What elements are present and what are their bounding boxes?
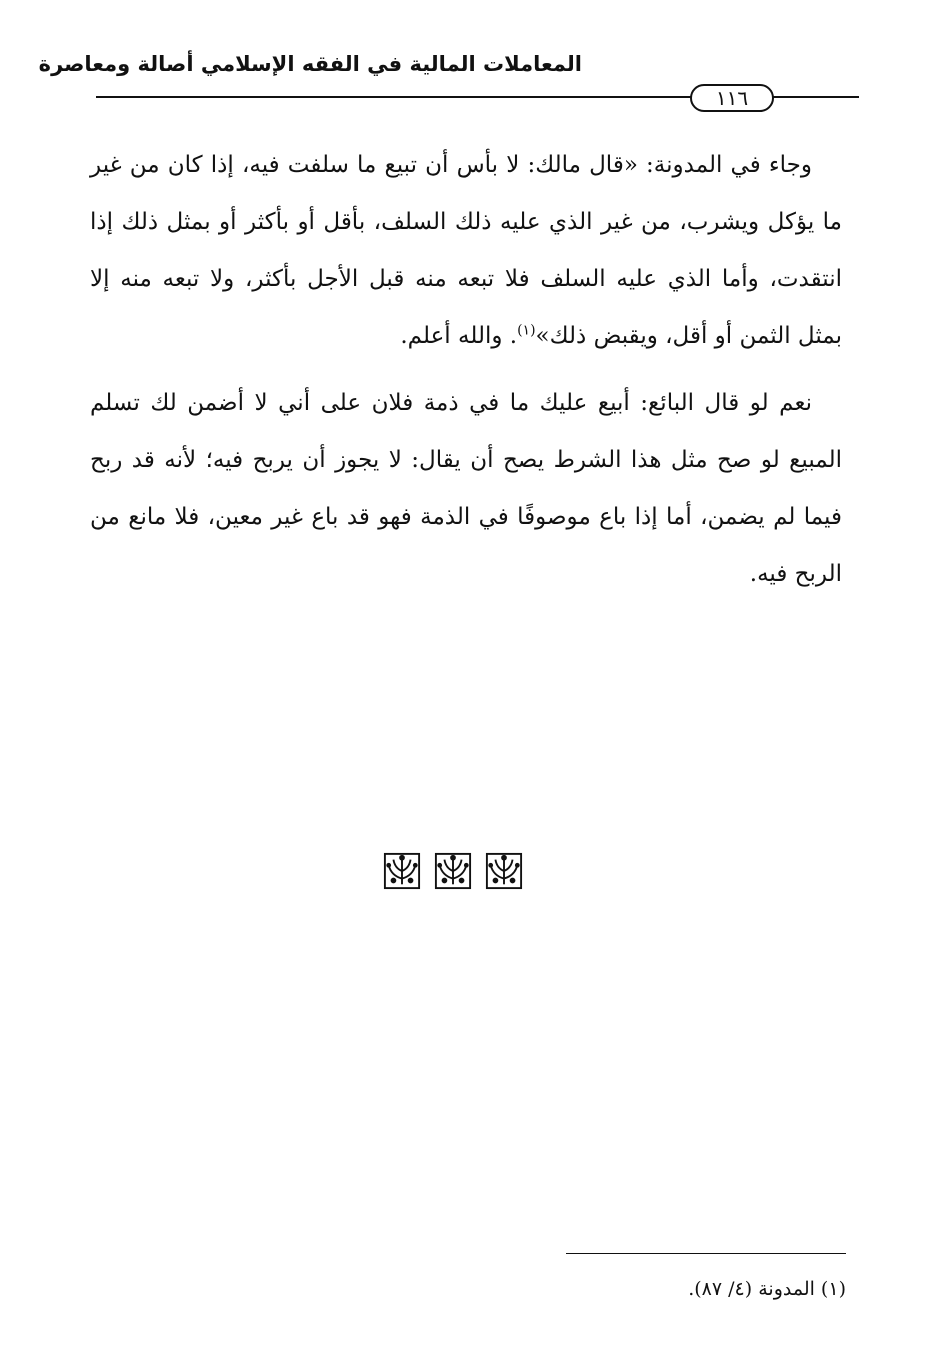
paragraph-1 [90, 137, 842, 365]
paragraph-1-text: وجاء في المدونة: «قال مالك: لا بأس أن تبيع ما سلفت فيه، إذا كان من غير ما يؤكل ويشرب، من غير الذي عليه ذلك السلف، بأقل أو بأكثر أو بمثل ذلك إذا انتقدت، وأما الذي عليه السلف فلا تبعه منه قبل الأجل بأكثر، ولا تبعه منه إلا بمثل الثمن أو أقل، ويقبض ذلك» [90, 152, 843, 349]
footnote-rule [566, 1253, 846, 1254]
page-number: ١١٦ [715, 86, 749, 110]
floral-ornament-icon [434, 852, 472, 890]
footnote-reference: (١) [517, 322, 536, 339]
paragraph-2 [90, 375, 842, 603]
paragraph-2-text: نعم لو قال البائع: أبيع عليك ما في ذمة فلان على أني لا أضمن لك تسلم المبيع لو صح مثل هذا الشرط يصح أن يقال: لا يجوز أن يربح فيه؛ لأنه قد ربح فيما لم يضمن، أما إذا باع موصوفًا في الذمة فهو قد باع غير معين، فلا مانع من الربح فيه. [90, 390, 842, 587]
floral-ornament-icon [485, 852, 523, 890]
footnote: (١) المدونة (٤/ ٨٧). [688, 1278, 846, 1300]
running-title: المعاملات المالية في الفقه الإسلامي أصالة ومعاصرة [38, 52, 582, 76]
body-text [90, 137, 842, 603]
section-ornament [383, 852, 523, 892]
paragraph-1-ending: . والله أعلم. [400, 323, 518, 349]
page-number-badge [690, 84, 774, 112]
floral-ornament-icon [383, 852, 421, 890]
